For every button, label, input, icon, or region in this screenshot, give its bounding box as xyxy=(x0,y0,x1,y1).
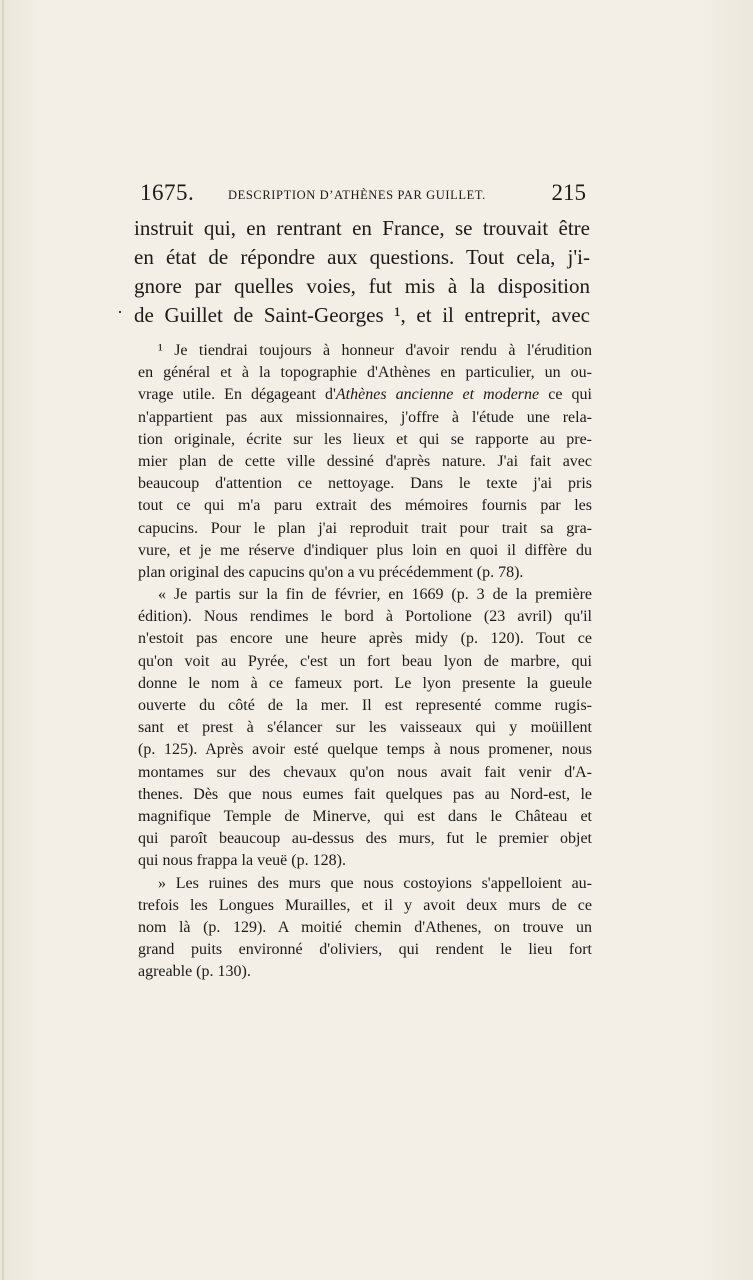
footnote-text: ce qui xyxy=(539,386,592,404)
footnote-line: mier plan de cette ville dessiné d'après nature. J'ai fait avec xyxy=(138,452,592,470)
main-text-line: instruit qui, en rentrant en France, se trouvait être xyxy=(134,216,590,240)
page-number: 215 xyxy=(551,180,586,205)
footnote-line: « Je partis sur la fin de février, en 1669 (p. 3 de la première xyxy=(158,586,592,604)
footnote-line: beaucoup d'attention ce nettoyage. Dans le texte j'ai pris xyxy=(138,475,592,493)
footnote-line: grand puits environné d'oliviers, qui rendent le lieu fort xyxy=(138,941,592,959)
footnote-line: montames sur des chevaux qu'on nous avait fait venir d'A- xyxy=(138,763,592,781)
running-header-year: 1675. xyxy=(140,180,195,205)
footnote-line: ¹ Je tiendrai toujours à honneur d'avoir rendu à l'érudition xyxy=(158,342,592,359)
footnote-line: capucins. Pour le plan j'ai reproduit trait pour trait sa gra- xyxy=(138,519,592,537)
footnote-line: en général et à la topographie d'Athènes en particulier, un ou- xyxy=(138,364,592,382)
footnote-line: n'estoit pas encore une heure après midy (p. 120). Tout ce xyxy=(138,630,592,648)
main-text-line: de Guillet de Saint-Georges ¹, et il entreprit, avec xyxy=(134,303,590,327)
footnote-line-with-title xyxy=(138,384,592,406)
running-header-title: DESCRIPTION D’ATHÈNES PAR GUILLET. xyxy=(228,188,486,202)
footnote-line: » Les ruines des murs que nous costoyions s'appelloient au- xyxy=(158,874,592,892)
footnote-line: tion originale, écrite sur les lieux et qui se rapporte au pre- xyxy=(138,430,592,448)
footnote-line: qui nous frappa la veuë (p. 128). xyxy=(138,852,346,870)
footnote-line: magnifique Temple de Minerve, qui est dans le Château et xyxy=(138,807,592,825)
footnote-line: édition). Nous rendimes le bord à Portolione (23 avril) qu'il xyxy=(138,608,592,626)
main-text xyxy=(134,214,590,330)
gutter-edge xyxy=(2,0,4,1280)
footnote-line: n'appartient pas aux missionnaires, j'offre à l'étude une rela- xyxy=(138,408,592,426)
main-text-line: en état de répondre aux questions. Tout cela, j'i- xyxy=(134,245,590,269)
main-text-line: gnore par quelles voies, fut mis à la disposition xyxy=(134,274,590,298)
footnote-line: sant et prest à s'élancer sur les vaisseaux qui y moüillent xyxy=(138,719,592,737)
footnote-line: (p. 125). Après avoir esté quelque temps à nous promener, nous xyxy=(138,741,592,759)
footnote-text: vrage utile. En dégageant d' xyxy=(138,386,336,404)
footnote-line: thenes. Dès que nous eumes fait quelques pas au Nord-est, le xyxy=(138,785,592,803)
footnote-block xyxy=(138,340,592,983)
book-title: Athènes ancienne et moderne xyxy=(335,386,540,404)
footnote-line: tout ce qui m'a paru extrait des mémoires fournis par les xyxy=(138,497,592,515)
footnote-line: plan original des capucins qu'on a vu précédemment (p. 78). xyxy=(138,563,524,581)
footnote-line: agreable (p. 130). xyxy=(138,963,251,981)
footnote-line: qui paroît beaucoup au-dessus des murs, fut le premier objet xyxy=(138,830,592,848)
footnote-line: trefois les Longues Murailles, et il y avoit deux murs de ce xyxy=(138,896,592,914)
footnote-line: ouverte du côté de la mer. Il est representé comme rugis- xyxy=(138,697,592,714)
footnote-line: donne le nom à ce fameux port. Le lyon presente la gueule xyxy=(138,674,592,692)
footnote-line: nom là (p. 129). A moitié chemin d'Athenes, on trouve un xyxy=(138,918,592,936)
footnote-line: qu'on voit au Pyrée, c'est un fort beau lyon de marbre, qui xyxy=(138,652,592,670)
footnote-line: vure, et je me réserve d'indiquer plus loin en quoi il diffère du xyxy=(138,541,592,559)
margin-mark: · xyxy=(117,302,123,322)
running-header xyxy=(140,180,590,210)
